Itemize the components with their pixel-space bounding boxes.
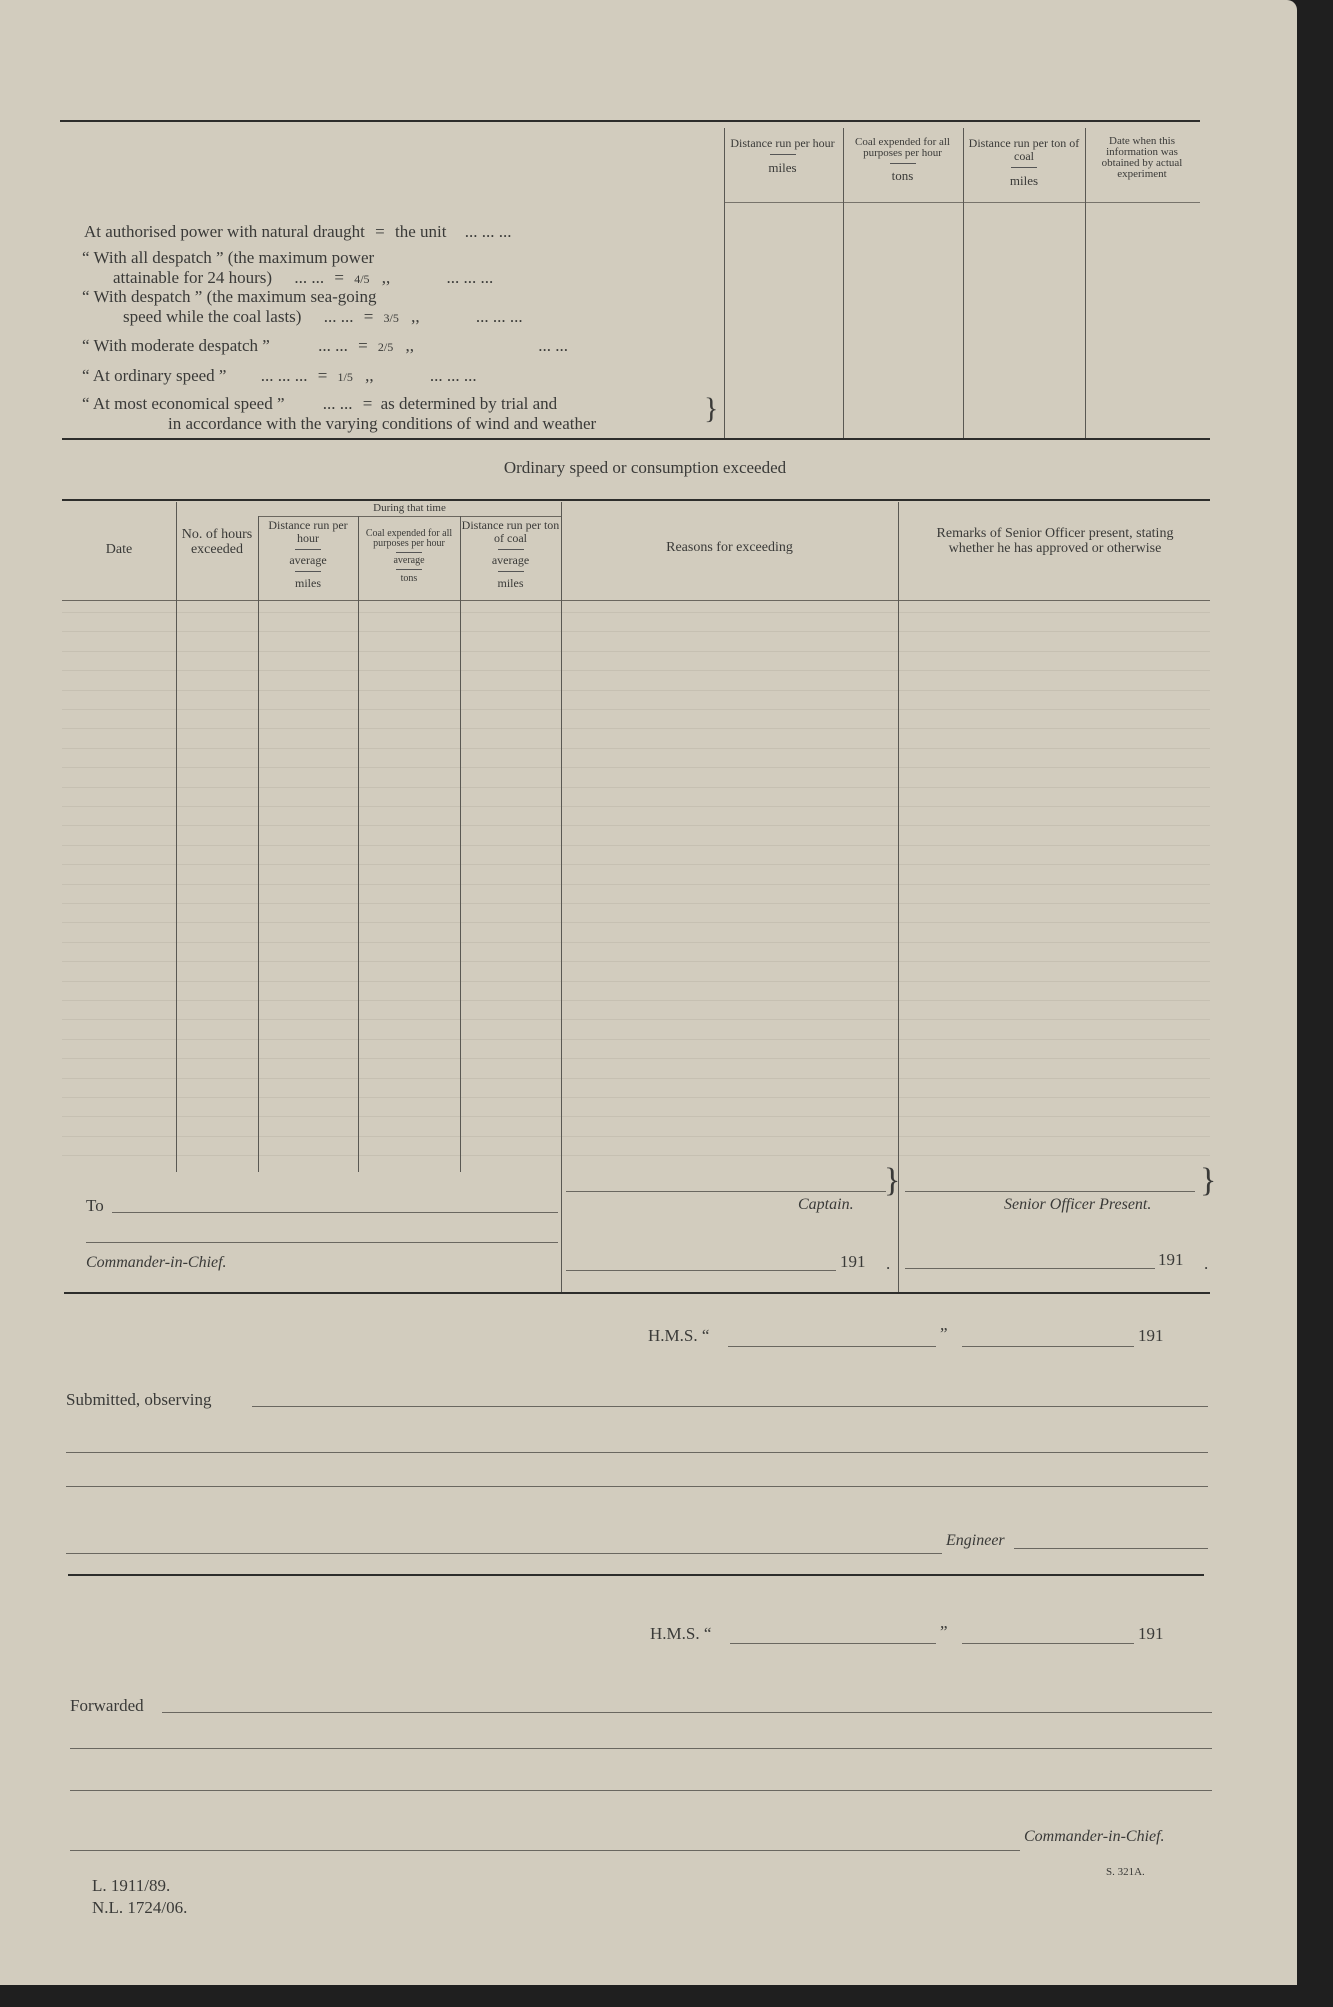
row-value: the unit <box>395 222 447 241</box>
ruled-line <box>62 1116 1210 1117</box>
col-exc-distance-per-ton <box>460 519 561 590</box>
engineer-label: Engineer <box>946 1532 1005 1549</box>
col-header-label: Distance run per ton of coal <box>461 518 560 545</box>
ruled-line <box>62 884 1210 885</box>
col-reasons <box>561 541 898 554</box>
speed-row-ordinary <box>82 366 477 386</box>
observation-line-3[interactable] <box>66 1486 1208 1487</box>
col-remarks <box>935 526 1175 556</box>
col-divider <box>176 502 177 1172</box>
speed-row-all-despatch-l2 <box>113 268 493 288</box>
ruled-line <box>62 1039 1210 1040</box>
equals-sign: = <box>317 366 328 385</box>
brace-icon: } <box>1200 1162 1217 1199</box>
col-divider <box>1085 128 1086 438</box>
senior-officer-year: 191 <box>1158 1250 1184 1269</box>
brace-icon: } <box>884 1162 901 1199</box>
ruled-line <box>62 690 1210 691</box>
senior-officer-signature-line[interactable] <box>905 1191 1195 1192</box>
equals-sign: = <box>334 268 344 287</box>
speed-row-all-despatch-l1 <box>82 248 374 268</box>
speed-row-economical-l2 <box>168 414 596 434</box>
fraction: 1/5 <box>337 370 353 384</box>
brace-icon: } <box>704 392 719 425</box>
equals-sign: = <box>375 222 385 241</box>
ruled-line <box>62 1136 1210 1137</box>
col-date-experiment <box>1088 136 1196 180</box>
engineer-signature-line[interactable] <box>1014 1548 1208 1549</box>
col-unit: tons <box>891 168 914 183</box>
form-number: S. 321A. <box>1106 1866 1145 1878</box>
row-label: “ With all despatch ” (the maximum power <box>82 248 375 267</box>
ruled-line <box>62 864 1210 865</box>
col-unit: miles <box>497 576 524 590</box>
leader-dots: ... ... <box>294 268 325 287</box>
submission-date-line[interactable] <box>962 1346 1134 1347</box>
ruled-line <box>62 1019 1210 1020</box>
ruled-line <box>62 709 1210 710</box>
ruled-line <box>62 922 1210 923</box>
during-label <box>258 503 561 514</box>
col-coal-per-hour <box>845 137 960 181</box>
col-divider <box>561 502 562 1292</box>
fraction: 3/5 <box>383 311 399 325</box>
ruled-line <box>62 981 1210 982</box>
table-bottom-rule <box>62 438 1210 440</box>
col-unit: tons <box>400 573 418 584</box>
equals-sign: = <box>358 336 368 355</box>
row-label: “ With moderate despatch ” <box>82 336 270 355</box>
col-divider <box>963 128 964 438</box>
ship-name-line-2[interactable] <box>730 1643 936 1644</box>
year-dot: . <box>1204 1254 1209 1273</box>
observation-line-1[interactable] <box>252 1406 1208 1407</box>
col-exc-coal <box>358 529 460 584</box>
header-bottom-rule <box>62 600 1210 601</box>
col-date <box>62 543 176 556</box>
col-divider <box>258 516 259 1172</box>
section-top-rule <box>62 499 1210 501</box>
commander-label-2: Commander-in-Chief. <box>1024 1828 1165 1845</box>
ruled-line <box>62 787 1210 788</box>
speed-row-moderate <box>82 336 568 356</box>
commander-label: Commander-in-Chief. <box>86 1254 227 1271</box>
forwarding-date-line[interactable] <box>962 1643 1134 1644</box>
to-line[interactable] <box>112 1212 558 1213</box>
ruled-line <box>62 806 1210 807</box>
fraction: 2/5 <box>377 340 394 354</box>
col-header-label: Date <box>105 542 133 557</box>
leader-dots: ... ... <box>318 336 348 355</box>
speed-row-despatch-l2 <box>123 307 523 327</box>
speed-row-despatch-l1 <box>82 287 377 307</box>
leader-dots: ... ... ... <box>475 307 523 326</box>
ruled-line <box>62 612 1210 613</box>
col-unit: miles <box>768 160 797 175</box>
reference-2: N.L. 1724/06. <box>92 1898 188 1917</box>
col-sub: average <box>491 553 530 567</box>
forwarded-label: Forwarded <box>70 1696 144 1715</box>
ruled-line <box>62 1097 1210 1098</box>
ruled-line <box>62 1155 1210 1156</box>
ruled-line <box>62 1058 1210 1059</box>
section-title <box>0 458 1290 478</box>
forwarded-line-3[interactable] <box>70 1790 1212 1791</box>
engineer-line[interactable] <box>66 1553 942 1554</box>
ruled-line <box>62 961 1210 962</box>
row-label: “ At ordinary speed ” <box>82 366 227 385</box>
hms-label: H.M.S. “ <box>648 1326 710 1345</box>
during-rule <box>258 516 561 517</box>
row-label: attainable for 24 hours) <box>113 268 273 287</box>
forwarded-line-1[interactable] <box>162 1712 1212 1713</box>
col-divider <box>843 128 844 438</box>
col-header-label: Distance run per ton of coal <box>968 136 1080 163</box>
ruled-line <box>62 631 1210 632</box>
top-rule <box>60 120 1200 122</box>
leader-dots: ... ... ... <box>429 366 477 385</box>
equals-sign: = <box>363 307 374 326</box>
to-line-2[interactable] <box>86 1242 558 1243</box>
ditto-mark: ,, <box>411 307 420 326</box>
ruled-line <box>62 670 1210 671</box>
leader-dots: ... ... ... <box>446 268 494 287</box>
hms-close-quote: ” <box>940 1622 948 1641</box>
senior-officer-label: Senior Officer Present. <box>1004 1196 1152 1213</box>
col-hours-exceeded <box>176 527 258 557</box>
observation-line-2[interactable] <box>66 1452 1208 1453</box>
hms-close-quote: ” <box>940 1324 948 1343</box>
leader-dots: ... ... <box>322 394 353 413</box>
col-sub: average <box>393 555 425 566</box>
equals-sign: = <box>362 394 373 413</box>
year-dot: . <box>886 1254 891 1273</box>
col-header-label: No. of hours exceeded <box>181 527 253 557</box>
ruled-line <box>62 845 1210 846</box>
leader-dots: ... ... ... <box>260 366 308 385</box>
section-title-text: Ordinary speed or consumption exceeded <box>503 458 787 477</box>
row-label: “ At most economical speed ” <box>82 394 285 413</box>
ditto-mark: ,, <box>365 366 374 385</box>
ruled-line <box>62 748 1210 749</box>
col-exc-distance-per-hour <box>258 519 358 590</box>
row-value: in accordance with the varying conditions of wind and weather <box>168 414 597 433</box>
ditto-mark: ,, <box>381 268 391 287</box>
reference-1: L. 1911/89. <box>92 1876 171 1895</box>
leader-dots: ... ... <box>323 307 354 326</box>
ruled-line <box>62 651 1210 652</box>
ship-name-line[interactable] <box>728 1346 936 1347</box>
ruled-line <box>62 1078 1210 1079</box>
ruled-line <box>62 767 1210 768</box>
forwarding-year: 191 <box>1138 1624 1164 1643</box>
captain-year: 191 <box>840 1252 866 1271</box>
col-unit: miles <box>295 576 321 590</box>
leader-dots: ... ... ... <box>464 222 512 241</box>
col-sub: average <box>289 553 327 567</box>
col-header-label: Reasons for exceeding <box>666 540 793 555</box>
leader-dots: ... ... <box>538 336 569 355</box>
ruled-line <box>62 942 1210 943</box>
ruled-line <box>62 903 1210 904</box>
submission-bottom-rule <box>68 1574 1204 1576</box>
signature-bottom-rule <box>64 1292 1210 1294</box>
row-label: speed while the coal lasts) <box>123 307 302 326</box>
to-label: To <box>86 1196 104 1215</box>
col-header-label: Coal expended for all purposes per hour <box>855 136 950 159</box>
ruled-line <box>62 728 1210 729</box>
ruled-line <box>62 1000 1210 1001</box>
col-header-label: Remarks of Senior Officer present, stating whether he has approved or otherwise <box>936 526 1174 556</box>
commander-signature-line[interactable] <box>70 1850 1020 1851</box>
senior-officer-date-line[interactable] <box>905 1268 1155 1269</box>
captain-label: Captain. <box>798 1196 854 1213</box>
col-header-label: Distance run per hour <box>730 136 835 150</box>
submitted-label: Submitted, observing <box>66 1390 212 1409</box>
captain-signature-line[interactable] <box>566 1191 886 1192</box>
col-header-label: Date when this information was obtained by actual experiment <box>1101 135 1183 180</box>
col-header-label: Distance run per hour <box>268 518 348 545</box>
col-header-label: Coal expended for all purposes per hour <box>365 528 453 549</box>
ditto-mark: ,, <box>405 336 415 355</box>
speed-row-authorised <box>84 222 511 242</box>
fraction: 4/5 <box>354 272 370 286</box>
ruled-line <box>62 825 1210 826</box>
hms-label-2: H.M.S. “ <box>650 1624 712 1643</box>
col-divider <box>358 516 359 1172</box>
col-distance-per-ton <box>965 137 1083 187</box>
row-label: “ With despatch ” (the maximum sea-going <box>82 287 377 306</box>
during-text: During that time <box>373 502 446 514</box>
col-unit: miles <box>1009 173 1039 188</box>
captain-date-line[interactable] <box>566 1270 836 1271</box>
forwarded-line-2[interactable] <box>70 1748 1212 1749</box>
row-label: At authorised power with natural draught <box>84 222 365 241</box>
submission-year: 191 <box>1138 1326 1164 1345</box>
col-divider <box>724 128 725 438</box>
row-value: as determined by trial and <box>380 394 558 413</box>
col-divider <box>460 516 461 1172</box>
speed-row-economical-l1 <box>82 394 557 414</box>
col-distance-per-hour <box>725 137 840 174</box>
